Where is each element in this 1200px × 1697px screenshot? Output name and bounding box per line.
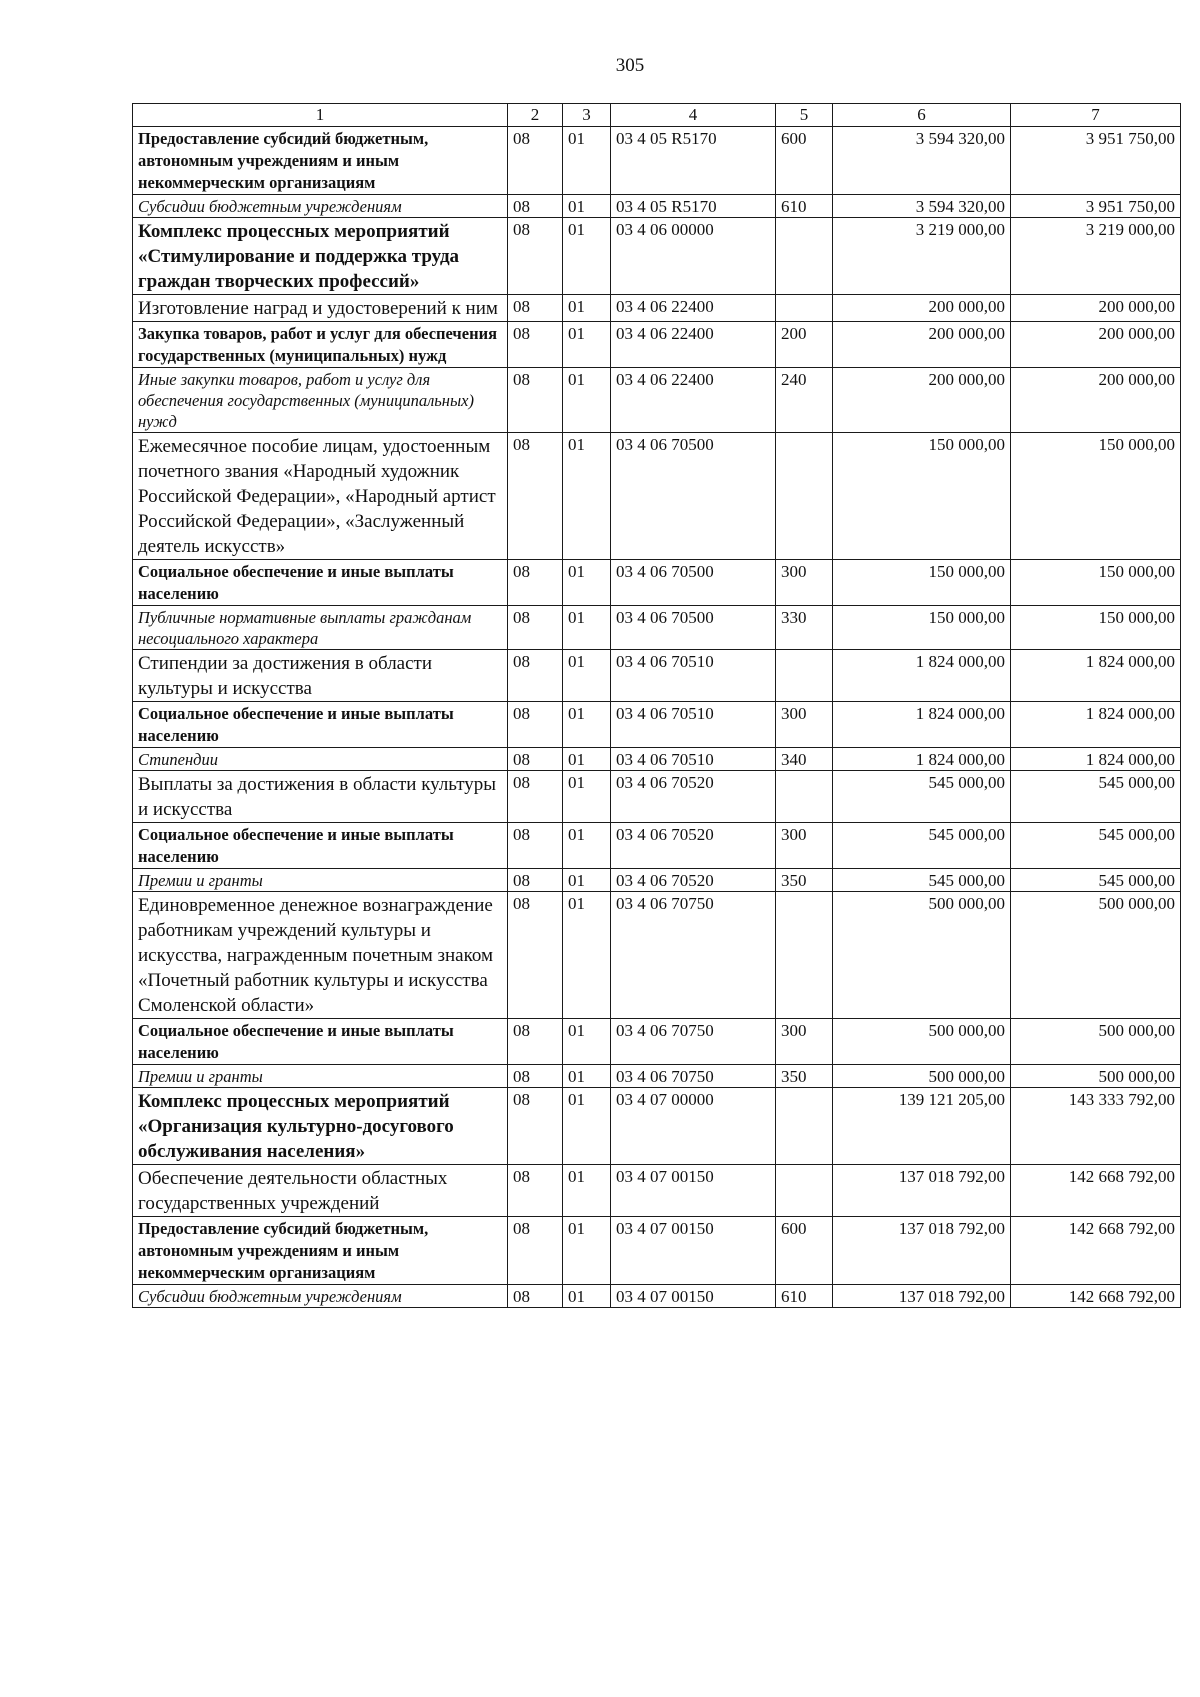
table-row xyxy=(133,195,1181,218)
expense-type-cell: 340 xyxy=(776,748,833,771)
table-row xyxy=(133,322,1181,368)
row-name-cell: Выплаты за достижения в области культуры и искусства xyxy=(133,771,508,823)
expense-type-cell: 300 xyxy=(776,823,833,869)
table-row xyxy=(133,1019,1181,1065)
table-row xyxy=(133,560,1181,606)
amount-year2-cell: 142 668 792,00 xyxy=(1011,1217,1181,1285)
target-article-cell: 03 4 06 22400 xyxy=(611,322,776,368)
amount-year2-cell: 200 000,00 xyxy=(1011,368,1181,433)
table-row xyxy=(133,771,1181,823)
amount-year1-cell: 137 018 792,00 xyxy=(833,1217,1011,1285)
table-row xyxy=(133,869,1181,892)
section-code-cell: 08 xyxy=(508,771,563,823)
subsection-code-cell: 01 xyxy=(563,1065,611,1088)
expense-type-cell: 600 xyxy=(776,127,833,195)
target-article-cell: 03 4 07 00150 xyxy=(611,1165,776,1217)
table-row xyxy=(133,892,1181,1019)
column-header: 3 xyxy=(563,104,611,127)
section-code-cell: 08 xyxy=(508,295,563,322)
row-name-cell: Субсидии бюджетным учреждениям xyxy=(133,1285,508,1308)
amount-year2-cell: 150 000,00 xyxy=(1011,433,1181,560)
table-row xyxy=(133,823,1181,869)
target-article-cell: 03 4 06 70500 xyxy=(611,606,776,650)
column-header: 1 xyxy=(133,104,508,127)
amount-year1-cell: 200 000,00 xyxy=(833,322,1011,368)
target-article-cell: 03 4 06 70500 xyxy=(611,560,776,606)
amount-year2-cell: 1 824 000,00 xyxy=(1011,748,1181,771)
subsection-code-cell: 01 xyxy=(563,1217,611,1285)
section-code-cell: 08 xyxy=(508,650,563,702)
table-row xyxy=(133,748,1181,771)
section-code-cell: 08 xyxy=(508,869,563,892)
amount-year2-cell: 545 000,00 xyxy=(1011,823,1181,869)
expense-type-cell: 300 xyxy=(776,702,833,748)
row-name-cell: Публичные нормативные выплаты гражданам несоциального характера xyxy=(133,606,508,650)
subsection-code-cell: 01 xyxy=(563,127,611,195)
column-header: 6 xyxy=(833,104,1011,127)
amount-year2-cell: 545 000,00 xyxy=(1011,869,1181,892)
row-name-cell: Предоставление субсидий бюджетным, автономным учреждениям и иным некоммерческим организациям xyxy=(133,127,508,195)
amount-year1-cell: 1 824 000,00 xyxy=(833,702,1011,748)
amount-year1-cell: 500 000,00 xyxy=(833,892,1011,1019)
target-article-cell: 03 4 06 70520 xyxy=(611,823,776,869)
expense-type-cell xyxy=(776,1088,833,1165)
column-header: 2 xyxy=(508,104,563,127)
target-article-cell: 03 4 06 70500 xyxy=(611,433,776,560)
table-row xyxy=(133,433,1181,560)
target-article-cell: 03 4 05 R5170 xyxy=(611,127,776,195)
subsection-code-cell: 01 xyxy=(563,322,611,368)
amount-year1-cell: 150 000,00 xyxy=(833,560,1011,606)
amount-year2-cell: 150 000,00 xyxy=(1011,560,1181,606)
section-code-cell: 08 xyxy=(508,195,563,218)
section-code-cell: 08 xyxy=(508,702,563,748)
amount-year1-cell: 3 594 320,00 xyxy=(833,195,1011,218)
row-name-cell: Субсидии бюджетным учреждениям xyxy=(133,195,508,218)
amount-year2-cell: 545 000,00 xyxy=(1011,771,1181,823)
subsection-code-cell: 01 xyxy=(563,869,611,892)
budget-table xyxy=(132,103,1181,1308)
section-code-cell: 08 xyxy=(508,1088,563,1165)
expense-type-cell: 300 xyxy=(776,1019,833,1065)
expense-type-cell: 240 xyxy=(776,368,833,433)
subsection-code-cell: 01 xyxy=(563,1088,611,1165)
section-code-cell: 08 xyxy=(508,1165,563,1217)
section-code-cell: 08 xyxy=(508,606,563,650)
table-row xyxy=(133,606,1181,650)
table-row xyxy=(133,368,1181,433)
amount-year2-cell: 500 000,00 xyxy=(1011,892,1181,1019)
target-article-cell: 03 4 06 70520 xyxy=(611,771,776,823)
section-code-cell: 08 xyxy=(508,1065,563,1088)
row-name-cell: Иные закупки товаров, работ и услуг для обеспечения государственных (муниципальных) нужд xyxy=(133,368,508,433)
row-name-cell: Стипендии xyxy=(133,748,508,771)
expense-type-cell xyxy=(776,295,833,322)
expense-type-cell xyxy=(776,650,833,702)
subsection-code-cell: 01 xyxy=(563,650,611,702)
amount-year1-cell: 545 000,00 xyxy=(833,823,1011,869)
row-name-cell: Стипендии за достижения в области культуры и искусства xyxy=(133,650,508,702)
row-name-cell: Социальное обеспечение и иные выплаты населению xyxy=(133,702,508,748)
target-article-cell: 03 4 07 00150 xyxy=(611,1285,776,1308)
table-row xyxy=(133,1165,1181,1217)
amount-year2-cell: 1 824 000,00 xyxy=(1011,650,1181,702)
target-article-cell: 03 4 07 00000 xyxy=(611,1088,776,1165)
target-article-cell: 03 4 05 R5170 xyxy=(611,195,776,218)
subsection-code-cell: 01 xyxy=(563,702,611,748)
amount-year1-cell: 1 824 000,00 xyxy=(833,650,1011,702)
section-code-cell: 08 xyxy=(508,892,563,1019)
target-article-cell: 03 4 06 70750 xyxy=(611,1019,776,1065)
amount-year1-cell: 500 000,00 xyxy=(833,1019,1011,1065)
subsection-code-cell: 01 xyxy=(563,606,611,650)
amount-year2-cell: 1 824 000,00 xyxy=(1011,702,1181,748)
table-row xyxy=(133,650,1181,702)
row-name-cell: Премии и гранты xyxy=(133,869,508,892)
subsection-code-cell: 01 xyxy=(563,823,611,869)
row-name-cell: Обеспечение деятельности областных государственных учреждений xyxy=(133,1165,508,1217)
subsection-code-cell: 01 xyxy=(563,218,611,295)
expense-type-cell xyxy=(776,433,833,560)
amount-year2-cell: 3 951 750,00 xyxy=(1011,195,1181,218)
amount-year1-cell: 1 824 000,00 xyxy=(833,748,1011,771)
amount-year1-cell: 139 121 205,00 xyxy=(833,1088,1011,1165)
row-name-cell: Социальное обеспечение и иные выплаты населению xyxy=(133,823,508,869)
row-name-cell: Комплекс процессных мероприятий «Стимулирование и поддержка труда граждан творческих профессий» xyxy=(133,218,508,295)
target-article-cell: 03 4 06 70510 xyxy=(611,702,776,748)
expense-type-cell: 350 xyxy=(776,869,833,892)
subsection-code-cell: 01 xyxy=(563,560,611,606)
table-row xyxy=(133,1088,1181,1165)
header-row xyxy=(133,104,1181,127)
expense-type-cell: 350 xyxy=(776,1065,833,1088)
amount-year2-cell: 142 668 792,00 xyxy=(1011,1285,1181,1308)
expense-type-cell: 300 xyxy=(776,560,833,606)
target-article-cell: 03 4 06 70510 xyxy=(611,748,776,771)
amount-year1-cell: 150 000,00 xyxy=(833,433,1011,560)
row-name-cell: Единовременное денежное вознаграждение работникам учреждений культуры и искусства, награжденным почетным знаком «Почетный работник культуры и искусства Смоленской области» xyxy=(133,892,508,1019)
section-code-cell: 08 xyxy=(508,218,563,295)
subsection-code-cell: 01 xyxy=(563,771,611,823)
target-article-cell: 03 4 06 70750 xyxy=(611,1065,776,1088)
amount-year1-cell: 200 000,00 xyxy=(833,295,1011,322)
section-code-cell: 08 xyxy=(508,1217,563,1285)
table-row xyxy=(133,127,1181,195)
row-name-cell: Комплекс процессных мероприятий «Организация культурно-досугового обслуживания населения» xyxy=(133,1088,508,1165)
row-name-cell: Премии и гранты xyxy=(133,1065,508,1088)
amount-year2-cell: 143 333 792,00 xyxy=(1011,1088,1181,1165)
section-code-cell: 08 xyxy=(508,368,563,433)
amount-year1-cell: 137 018 792,00 xyxy=(833,1285,1011,1308)
subsection-code-cell: 01 xyxy=(563,295,611,322)
amount-year2-cell: 200 000,00 xyxy=(1011,322,1181,368)
column-header: 7 xyxy=(1011,104,1181,127)
subsection-code-cell: 01 xyxy=(563,892,611,1019)
target-article-cell: 03 4 06 70520 xyxy=(611,869,776,892)
amount-year2-cell: 500 000,00 xyxy=(1011,1065,1181,1088)
target-article-cell: 03 4 06 00000 xyxy=(611,218,776,295)
amount-year2-cell: 500 000,00 xyxy=(1011,1019,1181,1065)
row-name-cell: Изготовление наград и удостоверений к ним xyxy=(133,295,508,322)
row-name-cell: Социальное обеспечение и иные выплаты населению xyxy=(133,560,508,606)
amount-year1-cell: 545 000,00 xyxy=(833,869,1011,892)
subsection-code-cell: 01 xyxy=(563,1019,611,1065)
amount-year1-cell: 200 000,00 xyxy=(833,368,1011,433)
section-code-cell: 08 xyxy=(508,1285,563,1308)
subsection-code-cell: 01 xyxy=(563,748,611,771)
amount-year2-cell: 200 000,00 xyxy=(1011,295,1181,322)
amount-year2-cell: 3 951 750,00 xyxy=(1011,127,1181,195)
subsection-code-cell: 01 xyxy=(563,195,611,218)
row-name-cell: Социальное обеспечение и иные выплаты населению xyxy=(133,1019,508,1065)
target-article-cell: 03 4 06 70510 xyxy=(611,650,776,702)
amount-year1-cell: 3 594 320,00 xyxy=(833,127,1011,195)
page-number: 305 xyxy=(615,55,645,76)
target-article-cell: 03 4 07 00150 xyxy=(611,1217,776,1285)
amount-year2-cell: 3 219 000,00 xyxy=(1011,218,1181,295)
section-code-cell: 08 xyxy=(508,748,563,771)
expense-type-cell: 200 xyxy=(776,322,833,368)
section-code-cell: 08 xyxy=(508,127,563,195)
section-code-cell: 08 xyxy=(508,322,563,368)
expense-type-cell xyxy=(776,771,833,823)
row-name-cell: Ежемесячное пособие лицам, удостоенным почетного звания «Народный художник Российской Федерации», «Народный артист Российской Федерации», «Заслуженный деятель искусств» xyxy=(133,433,508,560)
section-code-cell: 08 xyxy=(508,433,563,560)
target-article-cell: 03 4 06 70750 xyxy=(611,892,776,1019)
target-article-cell: 03 4 06 22400 xyxy=(611,368,776,433)
amount-year1-cell: 150 000,00 xyxy=(833,606,1011,650)
section-code-cell: 08 xyxy=(508,823,563,869)
subsection-code-cell: 01 xyxy=(563,1285,611,1308)
expense-type-cell: 610 xyxy=(776,1285,833,1308)
table-row xyxy=(133,1285,1181,1308)
expense-type-cell xyxy=(776,1165,833,1217)
amount-year2-cell: 142 668 792,00 xyxy=(1011,1165,1181,1217)
table-row xyxy=(133,295,1181,322)
expense-type-cell xyxy=(776,218,833,295)
table-row xyxy=(133,702,1181,748)
table-row xyxy=(133,218,1181,295)
table-row xyxy=(133,1065,1181,1088)
row-name-cell: Закупка товаров, работ и услуг для обеспечения государственных (муниципальных) нужд xyxy=(133,322,508,368)
subsection-code-cell: 01 xyxy=(563,368,611,433)
amount-year2-cell: 150 000,00 xyxy=(1011,606,1181,650)
target-article-cell: 03 4 06 22400 xyxy=(611,295,776,322)
column-header: 4 xyxy=(611,104,776,127)
amount-year1-cell: 500 000,00 xyxy=(833,1065,1011,1088)
table-row xyxy=(133,1217,1181,1285)
amount-year1-cell: 3 219 000,00 xyxy=(833,218,1011,295)
expense-type-cell: 610 xyxy=(776,195,833,218)
expense-type-cell xyxy=(776,892,833,1019)
amount-year1-cell: 137 018 792,00 xyxy=(833,1165,1011,1217)
section-code-cell: 08 xyxy=(508,1019,563,1065)
subsection-code-cell: 01 xyxy=(563,1165,611,1217)
expense-type-cell: 330 xyxy=(776,606,833,650)
row-name-cell: Предоставление субсидий бюджетным, автономным учреждениям и иным некоммерческим организациям xyxy=(133,1217,508,1285)
column-header: 5 xyxy=(776,104,833,127)
expense-type-cell: 600 xyxy=(776,1217,833,1285)
section-code-cell: 08 xyxy=(508,560,563,606)
amount-year1-cell: 545 000,00 xyxy=(833,771,1011,823)
subsection-code-cell: 01 xyxy=(563,433,611,560)
